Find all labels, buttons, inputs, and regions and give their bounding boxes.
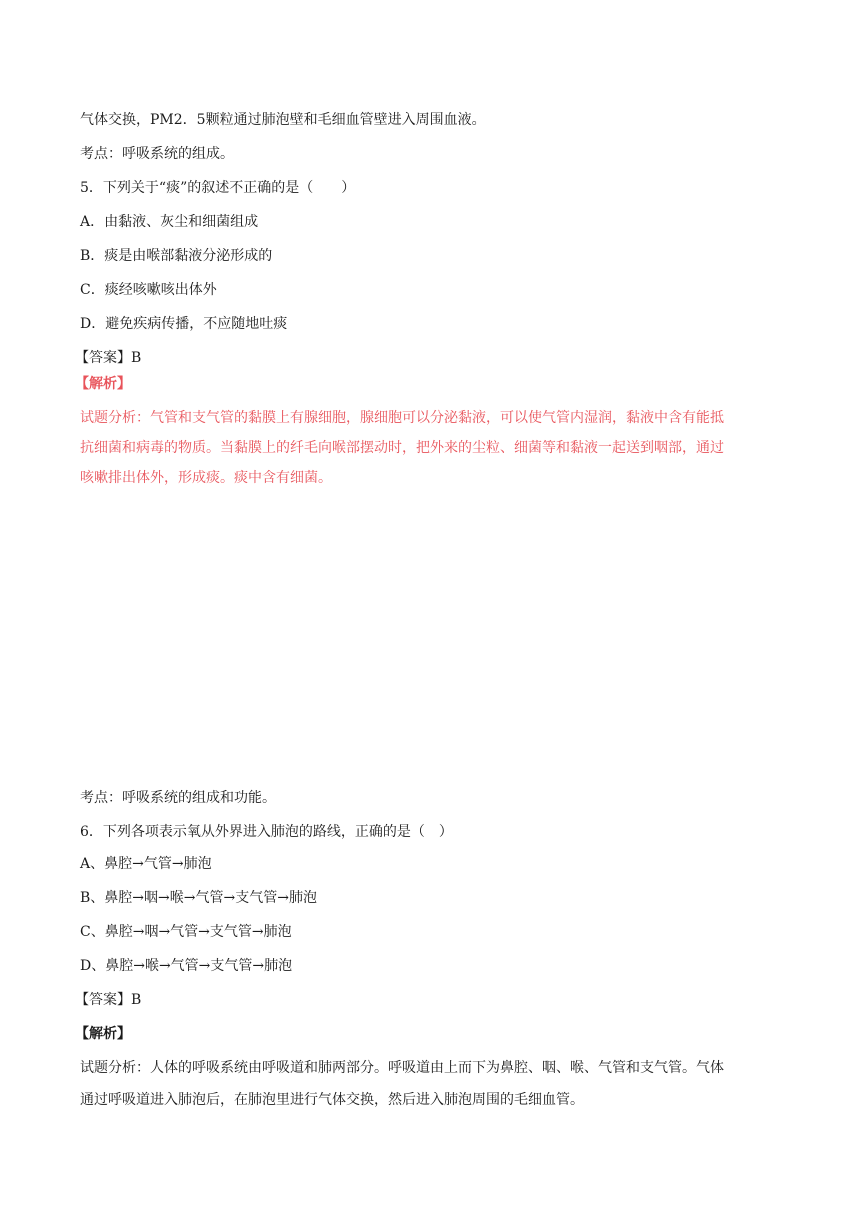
- q5-option-d: D．避免疾病传播，不应随地吐痰: [80, 316, 288, 332]
- q6-stem: 6．下列各项表示氧从外界进入肺泡的路线，正确的是（ ）: [80, 824, 453, 840]
- q6-analysis-line-1: 试题分析：人体的呼吸系统由呼吸道和肺两部分。呼吸道由上而下为鼻腔、咽、喉、气管和支气管。气体: [80, 1060, 724, 1076]
- q6-option-a: A、鼻腔→气管→肺泡: [80, 856, 212, 872]
- q5-option-a: A．由黏液、灰尘和细菌组成: [80, 214, 259, 230]
- q6-option-b: B、鼻腔→咽→喉→气管→支气管→肺泡: [80, 890, 317, 906]
- q5-answer: 【答案】B: [75, 350, 142, 366]
- q5-analysis-line-3: 咳嗽排出体外，形成痰。痰中含有细菌。: [80, 470, 332, 486]
- q6-answer: 【答案】B: [75, 992, 142, 1008]
- q5-stem: 5．下列关于“痰”的叙述不正确的是（ ）: [80, 180, 356, 196]
- q6-option-d: D、鼻腔→喉→气管→支气管→肺泡: [80, 958, 293, 974]
- q4-kaodian: 考点：呼吸系统的组成。: [80, 146, 234, 162]
- q5-option-b: B．痰是由喉部黏液分泌形成的: [80, 248, 273, 264]
- q5-option-c: C．痰经咳嗽咳出体外: [80, 282, 217, 298]
- q4-analysis-line: 气体交换，PM2．5颗粒通过肺泡壁和毛细血管壁进入周围血液。: [80, 112, 486, 128]
- q6-analysis-line-2: 通过呼吸道进入肺泡后，在肺泡里进行气体交换，然后进入肺泡周围的毛细血管。: [80, 1092, 584, 1108]
- q5-kaodian: 考点：呼吸系统的组成和功能。: [80, 790, 276, 806]
- q6-option-c: C、鼻腔→咽→气管→支气管→肺泡: [80, 924, 292, 940]
- q5-analysis-line-2: 抗细菌和病毒的物质。当黏膜上的纤毛向喉部摆动时，把外来的尘粒、细菌等和黏液一起送到咽部，通过: [80, 440, 724, 456]
- q5-analysis-line-1: 试题分析：气管和支气管的黏膜上有腺细胞，腺细胞可以分泌黏液，可以使气管内湿润，黏液中含有能抵: [80, 410, 724, 426]
- q6-analysis-heading: 【解析】: [75, 1026, 131, 1042]
- q5-analysis-heading: 【解析】: [75, 376, 131, 392]
